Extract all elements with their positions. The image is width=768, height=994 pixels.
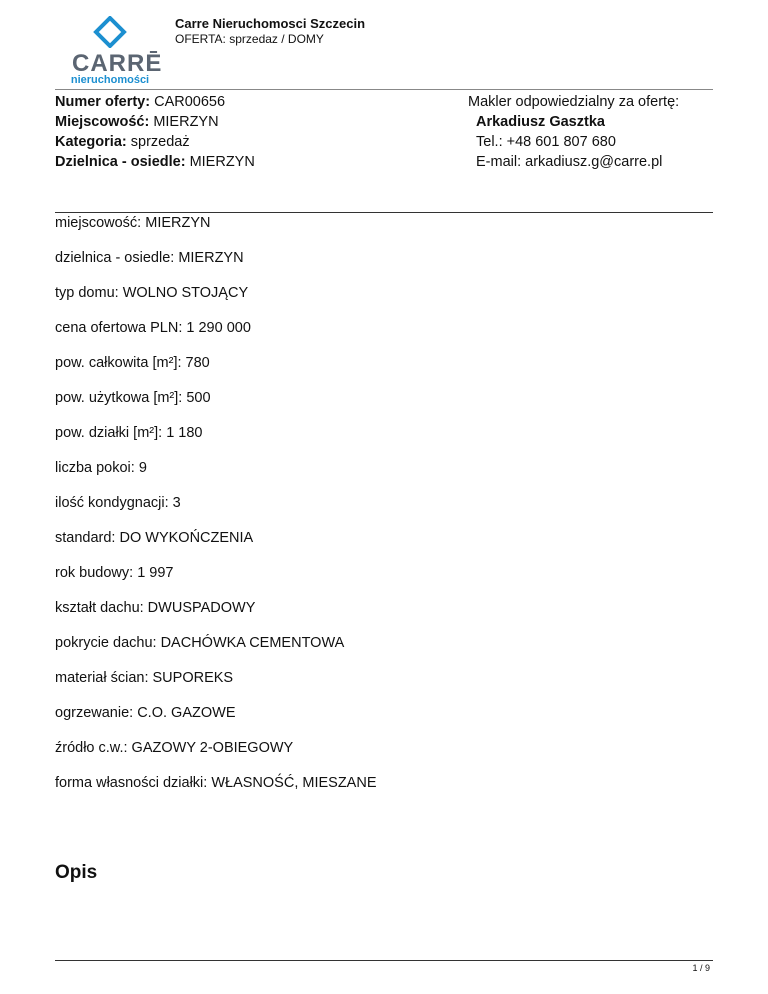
detail-item: kształt dachu: DWUSPADOWY xyxy=(55,600,256,616)
detail-item: miejscowość: MIERZYN xyxy=(55,215,211,231)
detail-item: ogrzewanie: C.O. GAZOWE xyxy=(55,705,236,721)
property-details-list xyxy=(55,215,377,810)
detail-item: pokrycie dachu: DACHÓWKA CEMENTOWA xyxy=(55,635,345,651)
broker-email: E-mail: arkadiusz.g@carre.pl xyxy=(476,154,663,170)
broker-name: Arkadiusz Gasztka xyxy=(476,114,605,130)
detail-item: rok budowy: 1 997 xyxy=(55,565,174,581)
detail-item: pow. całkowita [m²]: 780 xyxy=(55,355,210,371)
detail-item: pow. działki [m²]: 1 180 xyxy=(55,425,203,441)
offer-category-row xyxy=(55,132,255,152)
broker-label: Makler odpowiedzialny za ofertę: xyxy=(468,94,680,110)
offer-type: OFERTA: sprzedaz / DOMY xyxy=(175,32,324,46)
company-name: Carre Nieruchomosci Szczecin xyxy=(175,16,366,31)
offer-district-row xyxy=(55,152,255,172)
detail-item: liczba pokoi: 9 xyxy=(55,460,147,476)
header-divider xyxy=(55,89,713,90)
logo-wordmark: CARRĒ xyxy=(72,50,163,77)
broker-phone: Tel.: +48 601 807 680 xyxy=(476,134,616,150)
offer-city-label: Miejscowość: xyxy=(55,114,150,130)
page-number: 1 / 9 xyxy=(692,963,710,973)
offer-number: CAR00656 xyxy=(154,94,226,110)
detail-item: źródło c.w.: GAZOWY 2-OBIEGOWY xyxy=(55,740,294,756)
detail-item: dzielnica - osiedle: MIERZYN xyxy=(55,250,244,266)
offer-city: MIERZYN xyxy=(153,114,219,130)
detail-item: pow. użytkowa [m²]: 500 xyxy=(55,390,211,406)
offer-number-row xyxy=(55,92,255,112)
offer-summary xyxy=(55,92,255,172)
footer-divider xyxy=(55,960,713,961)
section-divider xyxy=(55,212,713,213)
detail-item: forma własności działki: WŁASNOŚĆ, MIESZANE xyxy=(55,775,377,791)
detail-item: cena ofertowa PLN: 1 290 000 xyxy=(55,320,251,336)
detail-item: typ domu: WOLNO STOJĄCY xyxy=(55,285,249,301)
logo-subtitle: nieruchomości xyxy=(70,74,150,86)
offer-category-label: Kategoria: xyxy=(55,134,127,150)
offer-district: MIERZYN xyxy=(189,154,255,170)
detail-item: standard: DO WYKOŃCZENIA xyxy=(55,530,254,546)
detail-item: ilość kondygnacji: 3 xyxy=(55,495,181,511)
company-logo xyxy=(70,16,163,86)
diamond-logo-icon xyxy=(90,16,130,48)
description-heading: Opis xyxy=(55,862,98,883)
offer-number-label: Numer oferty: xyxy=(55,94,151,110)
offer-city-row xyxy=(55,112,255,132)
broker-contact xyxy=(468,92,679,172)
offer-category: sprzedaż xyxy=(130,134,190,150)
offer-district-label: Dzielnica - osiedle: xyxy=(55,154,186,170)
detail-item: materiał ścian: SUPOREKS xyxy=(55,670,234,686)
